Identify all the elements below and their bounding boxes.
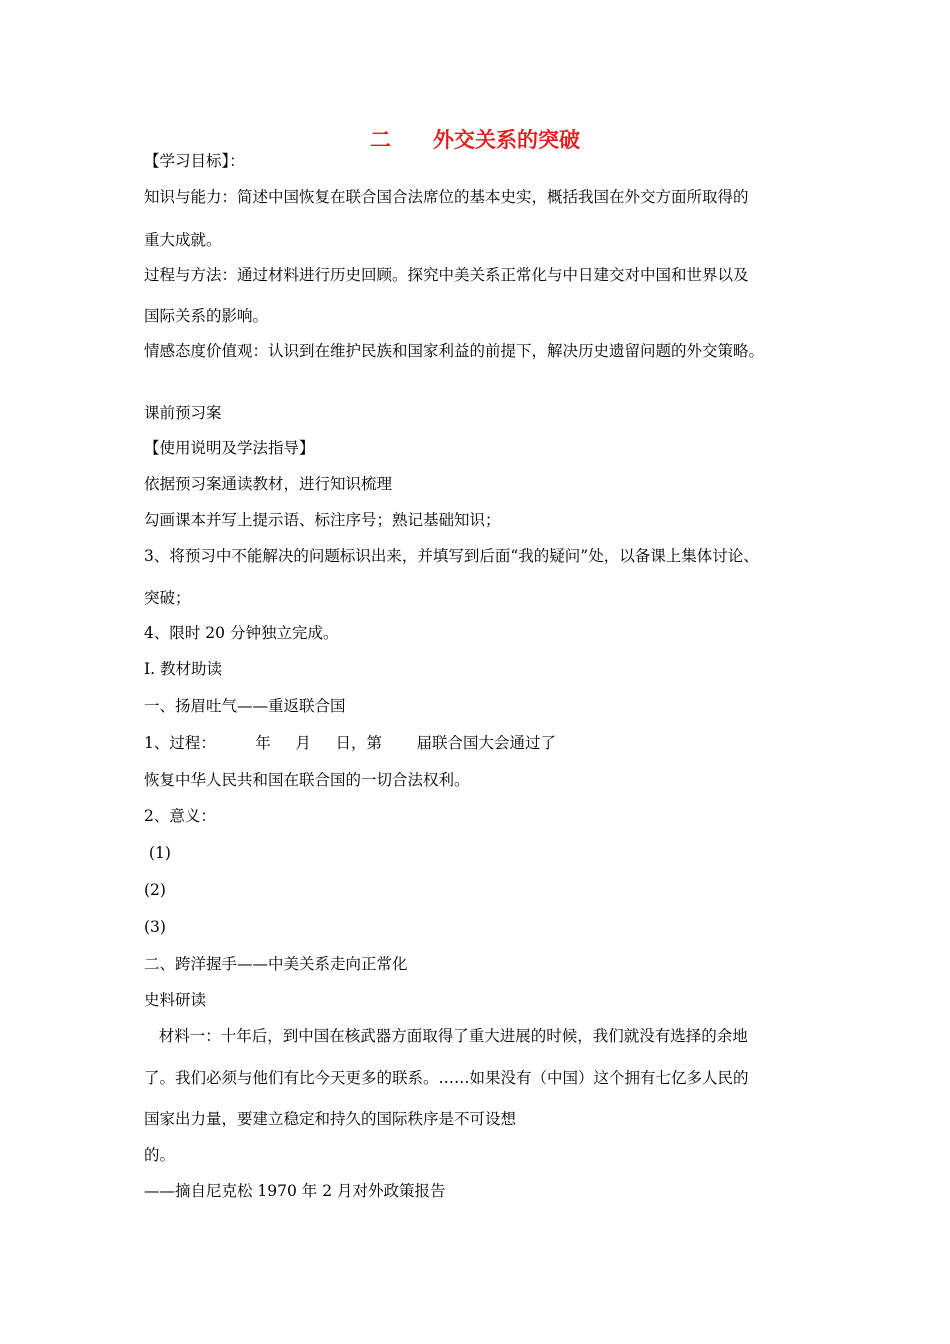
section-heading-textbook: Ⅰ. 教材助读: [144, 660, 222, 678]
paragraph-line: 恢复中华人民共和国在联合国的一切合法权利。: [144, 771, 470, 789]
fill-in-blank-line: 1、过程： 年 月 日，第 届联合国大会通过了: [144, 734, 557, 752]
paragraph-line: 国际关系的影响。: [144, 307, 269, 325]
list-item: 4、限时 20 分钟独立完成。: [144, 624, 339, 642]
list-item-continuation: 突破；: [144, 589, 191, 607]
list-item: 3、将预习中不能解决的问题标识出来，并填写到后面“我的疑问”处，以备课上集体讨论、: [144, 547, 759, 565]
section-heading-part-two: 二、跨洋握手——中美关系走向正常化: [144, 955, 408, 973]
quote-line: 了。我们必须与他们有比今天更多的联系。……如果没有（中国）这个拥有七亿多人民的: [144, 1069, 749, 1087]
section-heading-source-reading: 史料研读: [144, 991, 207, 1009]
quote-line: 国家出力量，要建立稳定和持久的国际秩序是不可设想: [144, 1110, 517, 1128]
paragraph-line: 过程与方法：通过材料进行历史回顾。探究中美关系正常化与中日建交对中国和世界以及: [144, 266, 749, 284]
paragraph-line: 重大成就。: [144, 231, 222, 249]
section-heading-instructions: 【使用说明及学法指导】: [144, 439, 315, 457]
answer-slot: (3): [144, 918, 166, 936]
answer-slot: (1): [144, 844, 171, 862]
quote-source: ——摘自尼克松 1970 年 2 月对外政策报告: [144, 1182, 446, 1200]
answer-slot: (2): [144, 881, 166, 899]
question-label: 2、意义：: [144, 807, 216, 825]
document-title: 二 外交关系的突破: [370, 127, 580, 152]
section-heading-preview: 课前预习案: [144, 404, 222, 422]
paragraph-line: 情感态度价值观：认识到在维护民族和国家利益的前提下，解决历史遗留问题的外交策略。: [144, 342, 765, 360]
section-heading-part-one: 一、扬眉吐气——重返联合国: [144, 697, 346, 715]
list-item: 勾画课本并写上提示语、标注序号；熟记基础知识；: [144, 511, 501, 529]
list-item: 依据预习案通读教材，进行知识梳理: [144, 475, 393, 493]
paragraph-line: 知识与能力：简述中国恢复在联合国合法席位的基本史实，概括我国在外交方面所取得的: [144, 188, 749, 206]
quote-line: 的。: [144, 1146, 176, 1164]
quote-line: 材料一：十年后，到中国在核武器方面取得了重大进展的时候，我们就没有选择的余地: [144, 1027, 748, 1045]
section-heading-learning-goals: 【学习目标】：: [144, 152, 245, 170]
